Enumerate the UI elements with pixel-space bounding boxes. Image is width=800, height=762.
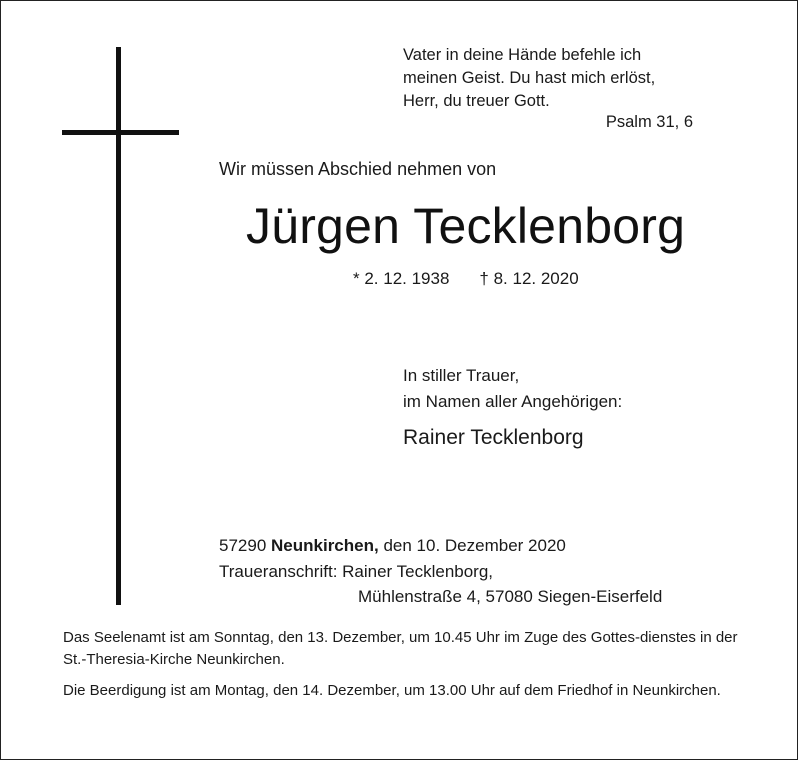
requiem-info: Das Seelenamt ist am Sonntag, den 13. Dezember, um 10.45 Uhr im Zuge des Gottes-dienstes in der St.-Theresia-Kirche Neunkirchen. [63, 629, 738, 668]
quote-line: Vater in deine Hände befehle ich [403, 46, 642, 64]
deceased-name: Jürgen Tecklenborg [246, 198, 686, 254]
bible-quote [403, 44, 655, 113]
death-date: † 8. 12. 2020 [479, 269, 579, 288]
life-dates [353, 269, 579, 289]
quote-reference: Psalm 31, 6 [605, 113, 693, 131]
signer-name: Rainer Tecklenborg [403, 426, 584, 449]
quote-line: Herr, du treuer Gott. [403, 92, 550, 110]
mourning-text [403, 363, 622, 415]
place-and-date [219, 536, 566, 556]
town-name: Neunkirchen, [271, 536, 379, 555]
birth-date: * 2. 12. 1938 [353, 269, 450, 288]
burial-info: Die Beerdigung ist am Montag, den 14. Dezember, um 13.00 Uhr auf dem Friedhof in Neunkirchen. [63, 682, 721, 699]
mourning-address-line-1: Traueranschrift: Rainer Tecklenborg, [219, 562, 494, 581]
zip-code: 57290 [219, 536, 267, 555]
cross-icon-horizontal-bar [62, 130, 179, 135]
notice-date: den 10. Dezember 2020 [383, 536, 566, 555]
mourning-line: im Namen aller Angehörigen: [403, 392, 623, 411]
quote-line: meinen Geist. Du hast mich erlöst, [403, 69, 656, 87]
intro-text: Wir müssen Abschied nehmen von [219, 159, 497, 179]
mourning-address-line-2: Mühlenstraße 4, 57080 Siegen-Eiserfeld [358, 587, 663, 606]
mourning-line: In stiller Trauer, [403, 366, 520, 385]
